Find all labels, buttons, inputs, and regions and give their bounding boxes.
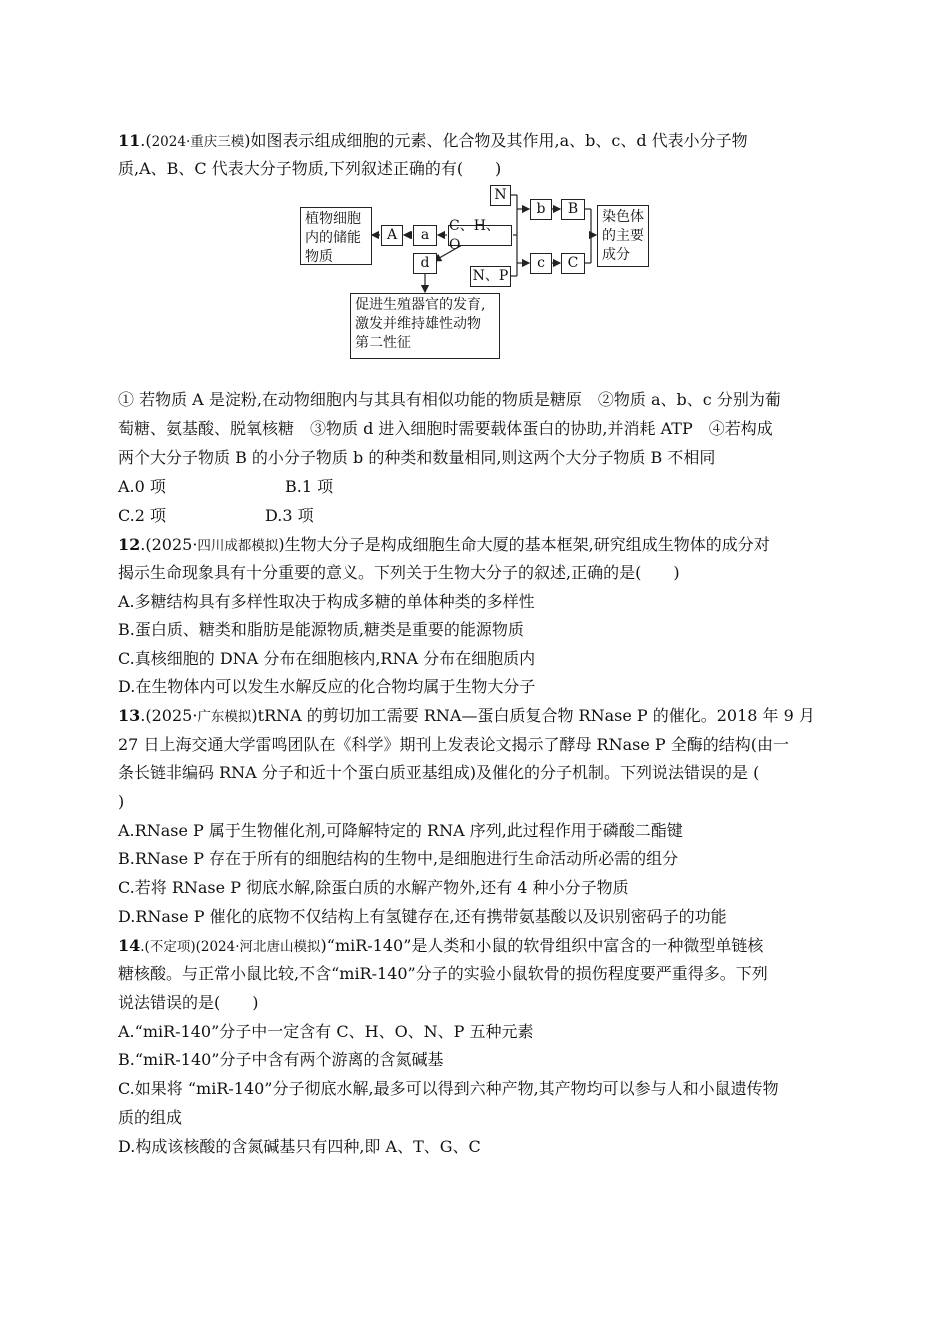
q11-diagram xyxy=(292,181,652,361)
node-elements-CHO: C、H、O xyxy=(448,225,512,246)
q13-stem-line1: 13.(2025·广东模拟)tRNA 的剪切加工需要 RNA—蛋白质复合物 RNase P 的催化。2018 年 9 月 xyxy=(118,706,815,725)
q14-number: 14 xyxy=(118,936,141,955)
q13-option-B: B.RNase P 存在于所有的细胞结构的生物中,是细胞进行生命活动所必需的组分 xyxy=(118,849,679,868)
node-c: c xyxy=(530,253,552,274)
q14-option-B: B.“miR-140”分子中含有两个游离的含氮碱基 xyxy=(118,1050,444,1069)
node-N: N xyxy=(490,185,511,206)
q13-option-C: C.若将 RNase P 彻底水解,除蛋白质的水解产物外,还有 4 种小分子物质 xyxy=(118,878,629,897)
q11-stem-line2: 质,A、B、C 代表大分子物质,下列叙述正确的有( ) xyxy=(118,159,502,178)
q14-option-C: C.如果将 “miR-140”分子彻底水解,最多可以得到六种产物,其产物均可以参与人和小鼠遗传物 xyxy=(118,1079,779,1098)
q14-stem-line2: 糖核酸。与正常小鼠比较,不含“miR-140”分子的实验小鼠软骨的损伤程度要严重得多。下列 xyxy=(118,964,768,983)
q11-statement-line: ① 若物质 A 是淀粉,在动物细胞内与其具有相似功能的物质是糖原 ②物质 a、b、c 分别为葡 xyxy=(118,390,781,409)
q12-option-D: D.在生物体内可以发生水解反应的化合物均属于生物大分子 xyxy=(118,677,536,696)
storage-substance-box: 植物细胞 内的储能 物质 xyxy=(300,207,372,265)
q11-option-C: C.2 项 xyxy=(118,506,167,525)
q13-number: 13 xyxy=(118,706,141,725)
node-A: A xyxy=(381,225,403,246)
q13-stem-line3: 条长链非编码 RNA 分子和近十个蛋白质亚基组成)及催化的分子机制。下列说法错误的是 ( xyxy=(118,763,760,782)
q13-stem-line2: 27 日上海交通大学雷鸣团队在《科学》期刊上发表论文揭示了酵母 RNase P 全酶的结构(由一 xyxy=(118,735,789,754)
q12-option-C: C.真核细胞的 DNA 分布在细胞核内,RNA 分布在细胞质内 xyxy=(118,649,536,668)
q14-stem-line3: 说法错误的是( ) xyxy=(118,993,259,1012)
q14-option-A: A.“miR-140”分子中一定含有 C、H、O、N、P 五种元素 xyxy=(118,1022,534,1041)
q13-stem-line4: ) xyxy=(118,792,125,811)
node-NP: N、P xyxy=(470,266,511,287)
node-d: d xyxy=(413,253,437,274)
q11-option-D: D.3 项 xyxy=(265,506,314,525)
q13-option-D: D.RNase P 催化的底物不仅结构上有氢键存在,还有携带氨基酸以及识别密码子的功能 xyxy=(118,907,727,926)
q12-stem-line1: 12.(2025·四川成都模拟)生物大分子是构成细胞生命大厦的基本框架,研究组成生物体的成分对 xyxy=(118,535,770,554)
sex-hormone-function-box: 促进生殖器官的发育, 激发并维持雄性动物 第二性征 xyxy=(350,293,500,359)
q11-option-A: A.0 项 xyxy=(118,477,166,496)
q14-option-D: D.构成该核酸的含氮碱基只有四种,即 A、T、G、C xyxy=(118,1137,481,1156)
node-B: B xyxy=(561,199,585,220)
q11-number: 11 xyxy=(118,131,141,150)
chromosome-component-box: 染色体 的主要 成分 xyxy=(597,205,649,267)
q13-option-A: A.RNase P 属于生物催化剂,可降解特定的 RNA 序列,此过程作用于磷酸二酯键 xyxy=(118,821,683,840)
q12-number: 12 xyxy=(118,535,141,554)
q14-option-C-cont: 质的组成 xyxy=(118,1108,183,1127)
node-b: b xyxy=(530,199,552,220)
node-a: a xyxy=(413,225,437,246)
q11-statement-line: 萄糖、氨基酸、脱氧核糖 ③物质 d 进入细胞时需要载体蛋白的协助,并消耗 ATP ④若构成 xyxy=(118,419,773,438)
q11-option-B: B.1 项 xyxy=(285,477,334,496)
q12-option-A: A.多糖结构具有多样性取决于构成多糖的单体种类的多样性 xyxy=(118,592,535,611)
node-C: C xyxy=(561,253,585,274)
q12-stem-line2: 揭示生命现象具有十分重要的意义。下列关于生物大分子的叙述,正确的是( ) xyxy=(118,563,680,582)
q11-source: 2024·重庆三模 xyxy=(151,134,245,150)
q12-source: 四川成都模拟 xyxy=(197,538,279,554)
q14-source: 河北唐山模拟 xyxy=(239,939,321,955)
q11-statement-line: 两个大分子物质 B 的小分子物质 b 的种类和数量相同,则这两个大分子物质 B 不相同 xyxy=(118,448,716,467)
q11-stem-line1: 11.(2024·重庆三模)如图表示组成细胞的元素、化合物及其作用,a、b、c、d 代表小分子物 xyxy=(118,131,748,150)
q12-option-B: B.蛋白质、糖类和脂肪是能源物质,糖类是重要的能源物质 xyxy=(118,620,524,639)
q14-stem-line1: 14.(不定项)(2024·河北唐山模拟)“miR-140”是人类和小鼠的软骨组织中富含的一种微型单链核 xyxy=(118,936,764,955)
q13-source: 广东模拟 xyxy=(197,709,252,725)
